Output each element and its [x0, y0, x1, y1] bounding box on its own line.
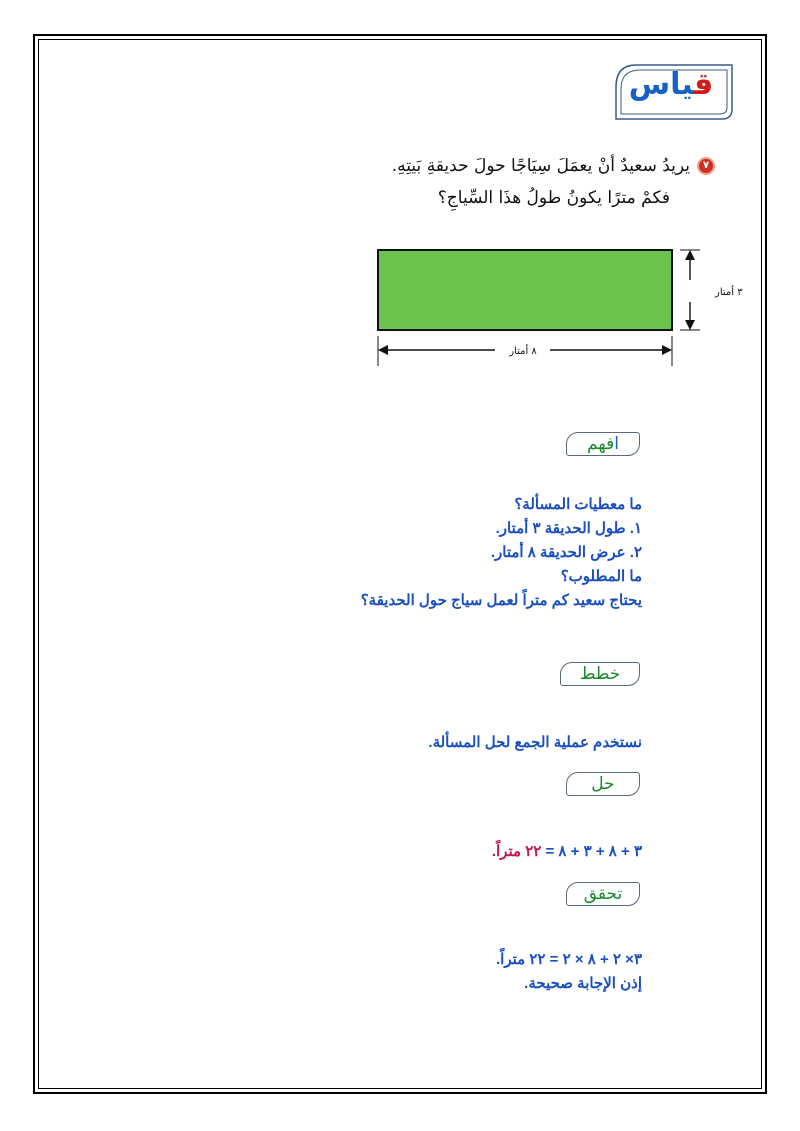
side-length-label: ٣ أمتار: [715, 287, 743, 298]
given-question: ما معطيات المسألة؟: [514, 496, 642, 513]
plan-text: نستخدم عملية الجمع لحل المسألة.: [428, 734, 642, 751]
given-item-1: ١. طول الحديقة ٣ أمتار.: [495, 520, 642, 537]
solve-result: ٢٢ متراً.: [491, 843, 542, 860]
stage-check-label: تحقق: [566, 882, 640, 906]
check-result: ٢٢ متراً.: [496, 951, 546, 968]
check-equation: ٣× ٢ + ٨ × ٢ = ٢٢ متراً.: [496, 951, 642, 968]
stage-understand-label: افهم: [566, 432, 640, 456]
required-text: يحتاج سعيد كم متراً لعمل سياج حول الحديقة؟: [360, 592, 642, 609]
given-item-2: ٢. عرض الحديقة ٨ أمتار.: [490, 544, 642, 561]
question-line-1: يريدُ سعيدٌ أنْ يعمَلَ سِيَاجًا حولَ حديقةِ بَيتِهِ.: [391, 156, 690, 176]
check-conclusion: إذن الإجابة صحيحة.: [524, 975, 642, 992]
lesson-title-badge: [612, 63, 738, 123]
arrow-up-icon: [685, 250, 695, 260]
garden-rectangle-figure: [365, 240, 743, 370]
question-line-2: فكمْ مترًا يكونُ طولُ هذَا السِّياجِ؟: [437, 188, 670, 208]
arrow-right-icon: [662, 345, 672, 355]
lesson-title: قياس: [628, 67, 714, 102]
arrow-left-icon: [378, 345, 388, 355]
question-number-badge: ٧: [697, 157, 715, 175]
garden-rectangle: [378, 250, 672, 330]
stage-plan-label: خطط: [560, 662, 640, 686]
bottom-length-label: ٨ أمتار: [509, 346, 537, 357]
required-question: ما المطلوب؟: [560, 568, 642, 585]
stage-solve-label: حل: [566, 772, 640, 796]
solve-equation: ٣ + ٨ + ٣ + ٨ = ٢٢ متراً.: [491, 843, 642, 860]
arrow-down-icon: [685, 320, 695, 330]
